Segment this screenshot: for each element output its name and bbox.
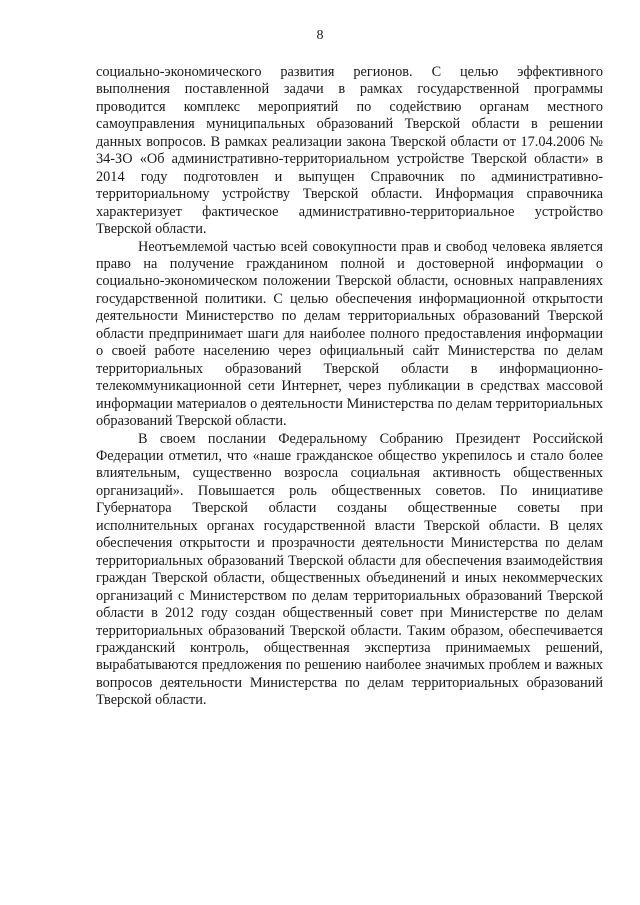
paragraph-information-openness: Неотъемлемой частью всей совокупности прав и свобод человека является право на получение гражданином полной и достоверной информации о социально-экономическом положении Тверской области, основных направлениях государственной политики. С целью обеспечения информационной открытости деятельности Министерство по делам территориальных образований Тверской области предпринимает шаги для наиболее полного предоставления информации о своей работе населению через официальный сайт Министерства по делам территориальных образований Тверской области в информационно-телекоммуникационной сети Интернет, через публикации в средствах массовой информации материалов о деятельности Министерства по делам территориальных образований Тверской области.	[96, 238, 603, 430]
paragraph-continuation: социально-экономического развития регионов. С целью эффективного выполнения поставленной задачи в рамках государственной программы проводится комплекс мероприятий по содействию органам местного самоуправления муниципальных образований Тверской области в решении данных вопросов. В рамках реализации закона Тверской области от 17.04.2006 № 34-ЗО «Об административно-территориальном устройстве Тверской области» в 2014 году подготовлен и выпущен Справочник по административно-территориальному устройству Тверской области. Информация справочника характеризует фактическое административно-территориальное устройство Тверской области.	[96, 64, 603, 238]
body-text	[96, 64, 603, 710]
paragraph-public-council: В своем послании Федеральному Собранию Президент Российской Федерации отметил, что «наше гражданское общество укрепилось и стало более влиятельным, существенно возросла социальная активность общественных организаций». Повышается роль общественных советов. По инициативе Губернатора Тверской области созданы общественные советы при исполнительных органах государственной власти Тверской области. В целях обеспечения открытости и прозрачности деятельности Министерства по делам территориальных образований Тверской области для обеспечения взаимодействия граждан Тверской области, общественных объединений и иных некоммерческих организаций с Министерством по делам территориальных образований Тверской области в 2012 году создан общественный совет при Министерстве по делам территориальных образований Тверской области. Таким образом, обеспечивается гражданский контроль, общественная экспертиза принимаемых решений, вырабатываются предложения по решению наиболее значимых проблем и важных вопросов деятельности Министерства по делам территориальных образований Тверской области.	[96, 430, 603, 709]
page-number: 8	[316, 28, 324, 43]
